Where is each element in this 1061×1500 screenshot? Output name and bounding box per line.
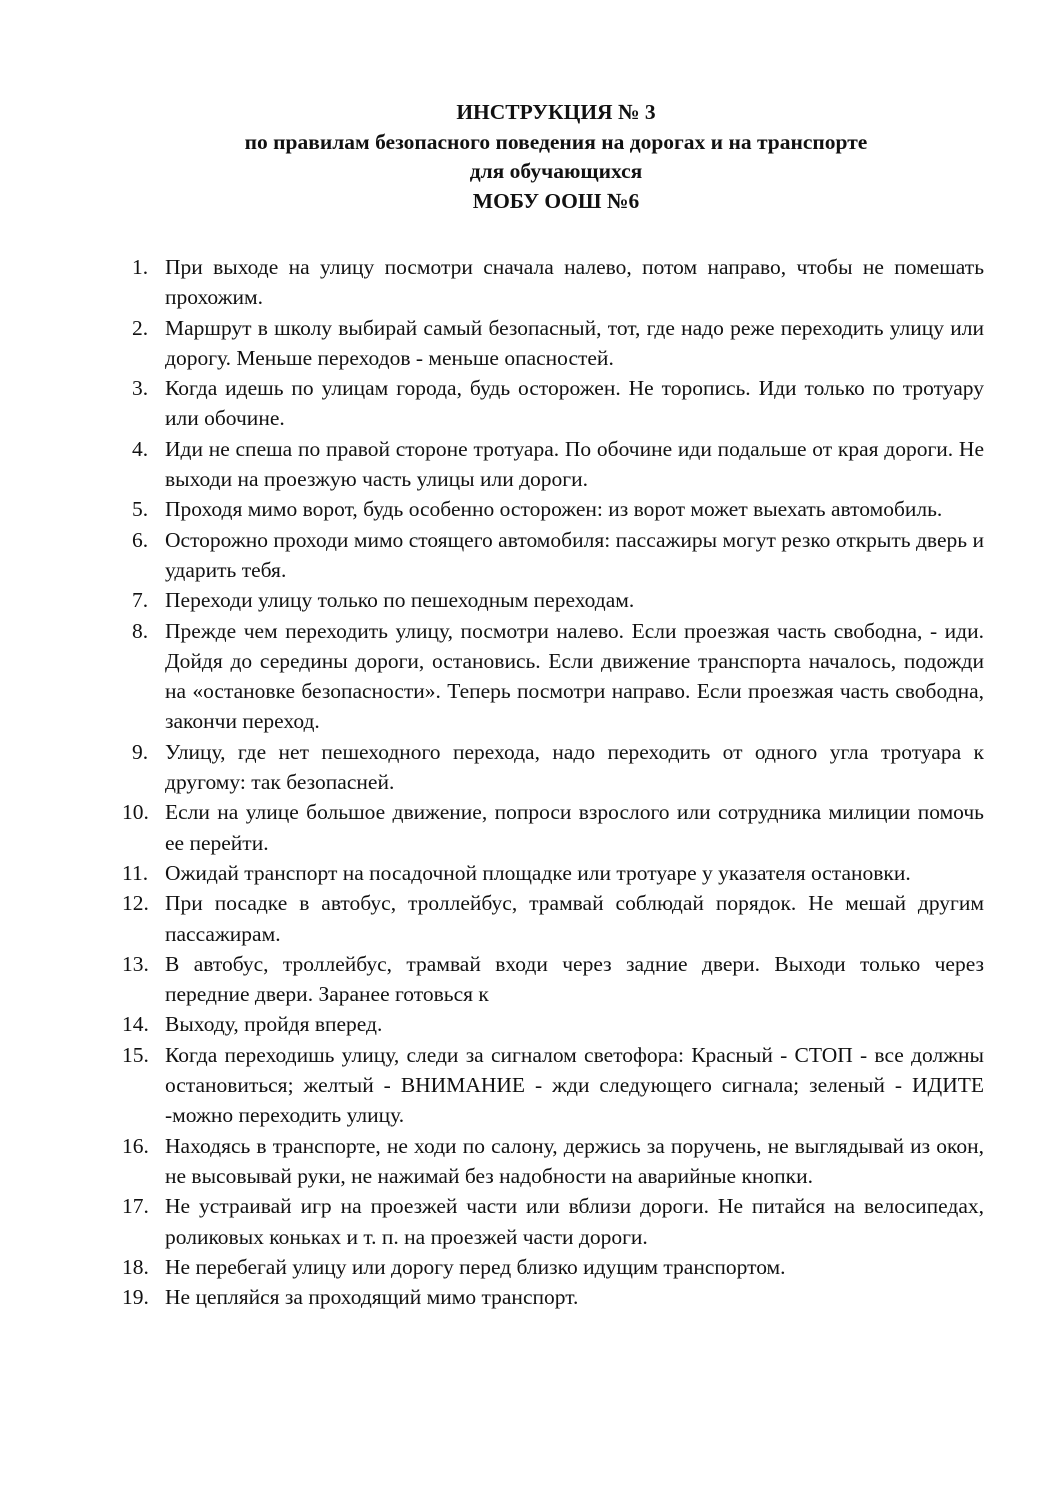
list-item-text: Если на улице большое движение, попроси взрослого или сотрудника милиции помочь ее перейти.	[165, 800, 984, 855]
list-item-text: В автобус, троллейбус, трамвай входи через задние двери. Выходи только через передние двери. Заранее готовься к	[165, 951, 984, 1007]
list-item-number: 16.	[122, 1133, 149, 1158]
list-item	[0, 737, 984, 798]
document-title: ИНСТРУКЦИЯ № 3	[456, 100, 656, 124]
school-name: МОБУ ООШ №6	[472, 188, 640, 213]
list-item-text: Осторожно проходи мимо стоящего автомобиля: пассажиры могут резко открыть дверь и ударить тебя.	[165, 527, 984, 582]
list-item	[0, 585, 984, 615]
document-header	[0, 98, 1061, 216]
list-item-number: 11.	[122, 860, 149, 885]
list-item-number: 17.	[122, 1194, 149, 1219]
list-item-text: Не устраивай игр на проезжей части или вблизи дороги. Не питайся на велосипедах, роликовых коньках и т. п. на проезжей части дороги.	[165, 1194, 984, 1249]
list-item-text: Улицу, где нет пешеходного перехода, надо переходить от одного угла тротуара к другому: так безопасней.	[165, 739, 984, 795]
list-item	[0, 252, 984, 313]
document-audience: для обучающихся	[469, 159, 643, 183]
list-item	[0, 525, 984, 586]
list-item-number: 18.	[122, 1254, 149, 1279]
list-item-text: Ожидай транспорт на посадочной площадке или тротуаре у указателя остановки.	[165, 860, 911, 885]
list-item-text: Не перебегай улицу или дорогу перед близко идущим транспортом.	[165, 1254, 786, 1279]
list-item	[0, 858, 984, 888]
list-item-number: 13.	[122, 951, 149, 976]
list-item-text: При посадке в автобус, троллейбус, трамвай соблюдай порядок. Не мешай другим пассажирам.	[165, 891, 984, 946]
list-item	[0, 1009, 984, 1039]
list-item-text: Находясь в транспорте, не ходи по салону, держись за поручень, не выглядывай из окон, не высовывай руки, не нажимай без надобности на аварийные кнопки.	[165, 1133, 984, 1188]
list-item	[0, 1040, 984, 1131]
list-item-text: Когда идешь по улицам города, будь осторожен. Не торопись. Иди только по тротуару или обочине.	[165, 376, 984, 431]
list-item	[0, 373, 984, 434]
list-item-text: Маршрут в школу выбирай самый безопасный, тот, где надо реже переходить улицу или дорогу. Меньше переходов - меньше опасностей.	[165, 315, 984, 370]
list-item	[0, 494, 984, 524]
list-item-text: Иди не спеша по правой стороне тротуара. По обочине иди подальше от края дороги. Не выходи на проезжую часть улицы или дороги.	[165, 436, 984, 492]
list-item-number: 12.	[122, 891, 149, 916]
list-item-number: 1.	[132, 255, 149, 279]
list-item	[0, 888, 984, 949]
list-item	[0, 797, 984, 858]
list-item-text: Выходу, пройдя вперед.	[165, 1012, 383, 1037]
list-item-number: 14.	[122, 1012, 149, 1037]
list-item-text: Когда переходишь улицу, следи за сигналом светофора: Красный - СТОП - все должны остановиться; желтый - ВНИМАНИЕ - жди следующего сигнала; зеленый - ИДИТЕ -можно переходить улицу.	[165, 1042, 984, 1128]
list-item-number: 10.	[122, 800, 149, 825]
list-item	[0, 313, 984, 374]
list-item-text: Переходи улицу только по пешеходным переходам.	[165, 588, 635, 613]
list-item	[0, 949, 984, 1010]
list-item-number: 7.	[132, 588, 149, 613]
list-item-number: 9.	[132, 739, 149, 764]
list-item-number: 8.	[132, 618, 149, 643]
list-item-number: 2.	[132, 315, 149, 340]
list-item-number: 5.	[132, 497, 149, 522]
list-item-number: 6.	[132, 527, 149, 552]
document-subtitle: по правилам безопасного поведения на дорогах и на транспорте	[244, 129, 868, 154]
list-item-number: 19.	[122, 1285, 149, 1310]
list-item	[0, 1282, 984, 1312]
list-item-number: 4.	[132, 436, 149, 461]
list-item	[0, 1191, 984, 1252]
list-item-text: Прежде чем переходить улицу, посмотри налево. Если проезжая часть свободна, - иди. Дойдя до середины дороги, остановись. Если движение транспорта началось, подожди на «остановке безопасности». Теперь посмотри направо. Если проезжая часть свободна, закончи переход.	[165, 618, 984, 734]
list-item-text: При выходе на улицу посмотри сначала налево, потом направо, чтобы не помешать прохожим.	[165, 255, 984, 310]
instruction-list	[0, 252, 1061, 1312]
list-item	[0, 616, 984, 737]
list-item	[0, 434, 984, 495]
list-item-text: Проходя мимо ворот, будь особенно осторожен: из ворот может выехать автомобиль.	[165, 497, 943, 522]
list-item-number: 3.	[132, 376, 149, 401]
list-item	[0, 1252, 984, 1282]
list-item-text: Не цепляйся за проходящий мимо транспорт.	[165, 1285, 579, 1310]
list-item-number: 15.	[122, 1042, 149, 1067]
list-item	[0, 1131, 984, 1192]
